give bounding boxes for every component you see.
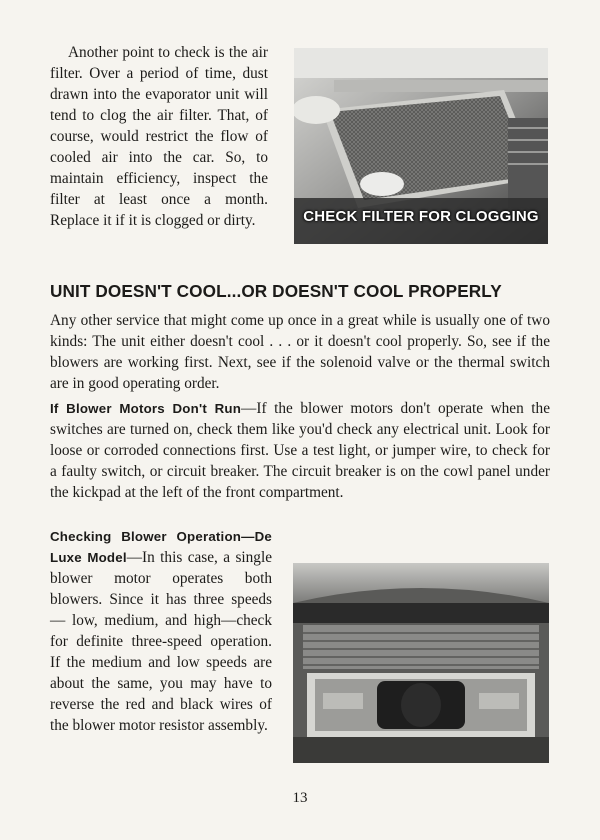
service-intro-paragraph: Any other service that might come up once in a great while is usually one of two kinds: The unit either doesn't cool . . . or it doesn't cool properly. So, see if the blowers are working first. Next, see if the solenoid valve or the thermal switch are in good operating order. <box>50 312 550 392</box>
runin-heading: Checking Blower Operation—De Luxe Model <box>50 529 272 565</box>
page-number: 13 <box>292 790 308 806</box>
blower-motors-paragraph <box>50 398 550 503</box>
section-heading: UNIT DOESN'T COOL...OR DOESN'T COOL PROPERLY <box>50 281 502 301</box>
air-filter-photo <box>294 48 548 244</box>
blower-motor-illustration <box>293 563 549 763</box>
blower-operation-paragraph <box>50 526 272 736</box>
blower-motor-photo <box>293 563 549 763</box>
air-filter-paragraph: Another point to check is the air filter. Over a period of time, dust drawn into the evaporator unit will tend to clog the air filter. That, of course, would restrict the flow of cooled air into the car. So, to maintain efficiency, inspect the filter at least once a month. Replace it if it is clogged or dirty. <box>50 44 268 229</box>
paragraph-text: —In this case, a single blower motor operates both blowers. Since it has three speeds — low, medium, and high—check for definite three-speed operation. If the medium and low speeds are about the same, you may have to reverse the red and black wires of the blower motor resistor assembly. <box>50 549 272 734</box>
paragraph-text: —If the blower motors don't operate when the switches are turned on, check them like you'd check any electrical unit. Look for loose or corroded connections first. Use a test light, or jumper wire, to check for a faulty switch, or circuit breaker. The circuit breaker is on the cowl panel under the kickpad at the left of the front compartment. <box>50 400 550 501</box>
runin-heading: If Blower Motors Don't Run <box>50 401 242 416</box>
photo-caption: CHECK FILTER FOR CLOGGING <box>303 208 539 225</box>
